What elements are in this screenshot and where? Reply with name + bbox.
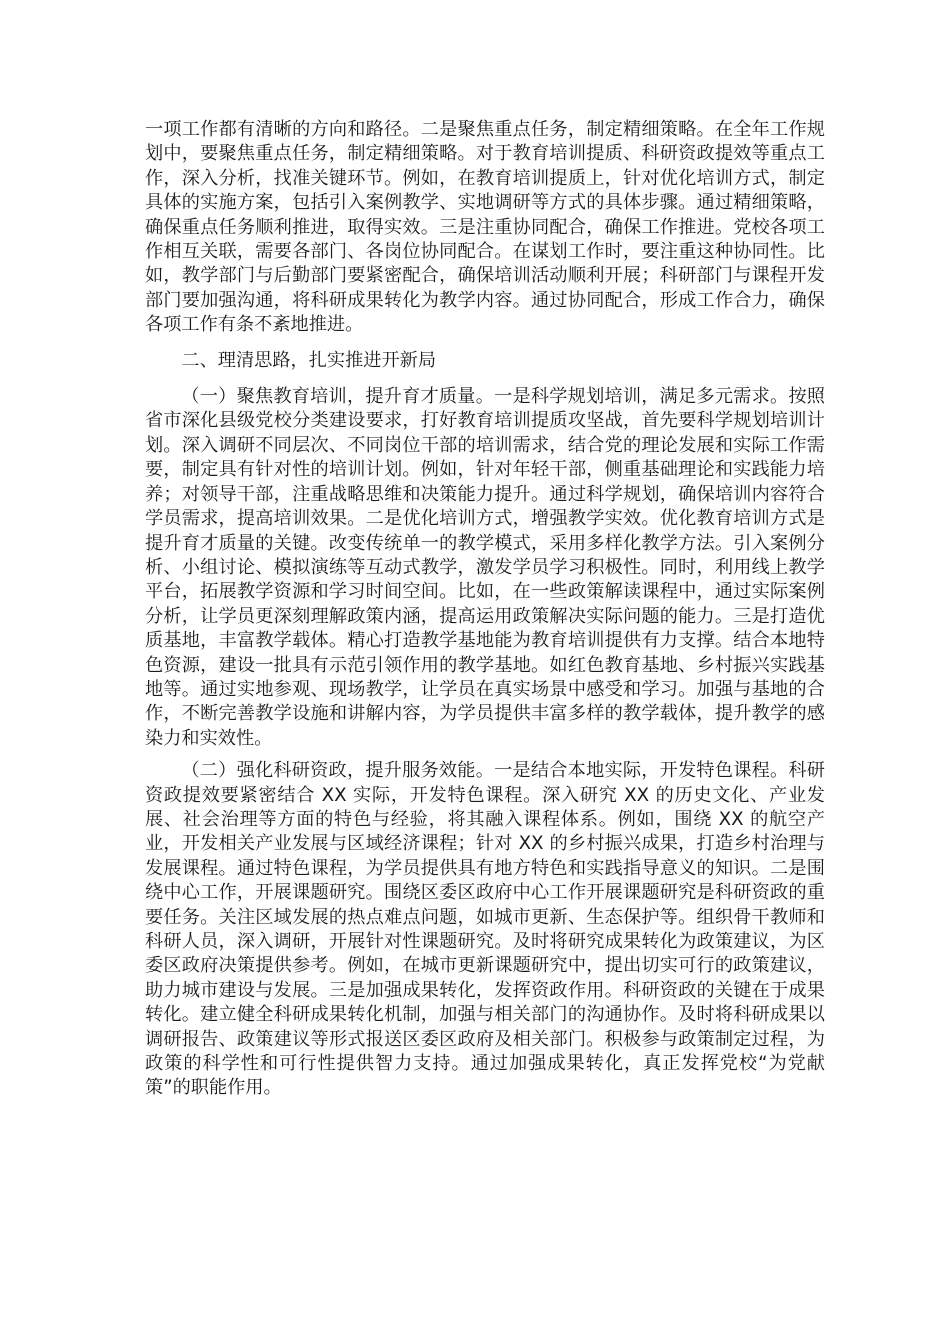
- paragraph-research-advisory: （二）强化科研资政，提升服务效能。一是结合本地实际，开发特色课程。科研资政提效要紧密结合 XX 实际，开发特色课程。深入研究 XX 的历史文化、产业发展、社会治理等方面的特色与经验，将其融入课程体系。例如，围绕 XX 的航空产业，开发相关产业发展与区域经济课程；针对 XX 的乡村振兴成果，打造乡村治理与发展课程。通过特色课程，为学员提供具有地方特色和实践指导意义的知识。二是围绕中心工作，开展课题研究。围绕区委区政府中心工作开展课题研究是科研资政的重要任务。关注区域发展的热点难点问题，如城市更新、生态保护等。组织骨干教师和科研人员，深入调研，开展针对性课题研究。及时将研究成果转化为政策建议，为区委区政府决策提供参考。例如，在城市更新课题研究中，提出切实可行的政策建议，助力城市建设与发展。三是加强成果转化，发挥资政作用。科研资政的关键在于成果转化。建立健全科研成果转化机制，加强与相关部门的沟通协作。及时将科研成果以调研报告、政策建议等形式报送区委区政府及相关部门。积极参与政策制定过程，为政策的科学性和可行性提供智力支持。通过加强成果转化，真正发挥党校“为党献策”的职能作用。: [145, 760, 825, 1099]
- section-heading: 二、理清思路，扎实推进开新局: [181, 349, 437, 371]
- paragraph-continuation: 一项工作都有清晰的方向和路径。二是聚焦重点任务，制定精细策略。在全年工作规划中，要聚焦重点任务，制定精细策略。对于教育培训提质、科研资政提效等重点工作，深入分析，找准关键环节。例如，在教育培训提质上，针对优化培训方式，制定具体的实施方案，包括引入案例教学、实地调研等方式的具体步骤。通过精细策略，确保重点任务顺利推进，取得实效。三是注重协同配合，确保工作推进。党校各项工作相互关联，需要各部门、各岗位协同配合。在谋划工作时，要注重这种协同性。比如，教学部门与后勤部门要紧密配合，确保培训活动顺利开展；科研部门与课程开发部门要加强沟通，将科研成果转化为教学内容。通过协同配合，形成工作合力，确保各项工作有条不紊地推进。: [145, 119, 825, 336]
- document-page: [145, 118, 825, 1101]
- paragraph-education-training: （一）聚焦教育培训，提升育才质量。一是科学规划培训，满足多元需求。按照省市深化县级党校分类建设要求，打好教育培训提质攻坚战，首先要科学规划培训计划。深入调研不同层次、不同岗位干部的培训需求，结合党的理论发展和实际工作需要，制定具有针对性的培训计划。例如，针对年轻干部，侧重基础理论和实践能力培养；对领导干部，注重战略思维和决策能力提升。通过科学规划，确保培训内容符合学员需求，提高培训效果。二是优化培训方式，增强教学实效。优化教育培训方式是提升育才质量的关键。改变传统单一的教学模式，采用多样化教学方法。引入案例分析、小组讨论、模拟演练等互动式教学，激发学员学习积极性。同时，利用线上教学平台，拓展教学资源和学习时间空间。比如，在一些政策解读课程中，通过实际案例分析，让学员更深刻理解政策内涵，提高运用政策解决实际问题的能力。三是打造优质基地，丰富教学载体。精心打造教学基地能为教育培训提供有力支撑。结合本地特色资源，建设一批具有示范引领作用的教学基地。如红色教育基地、乡村振兴实践基地等。通过实地参观、现场教学，让学员在真实场景中感受和学习。加强与基地的合作，不断完善教学设施和讲解内容，为学员提供丰富多样的教学载体，提升教学的感染力和实效性。: [145, 386, 825, 749]
